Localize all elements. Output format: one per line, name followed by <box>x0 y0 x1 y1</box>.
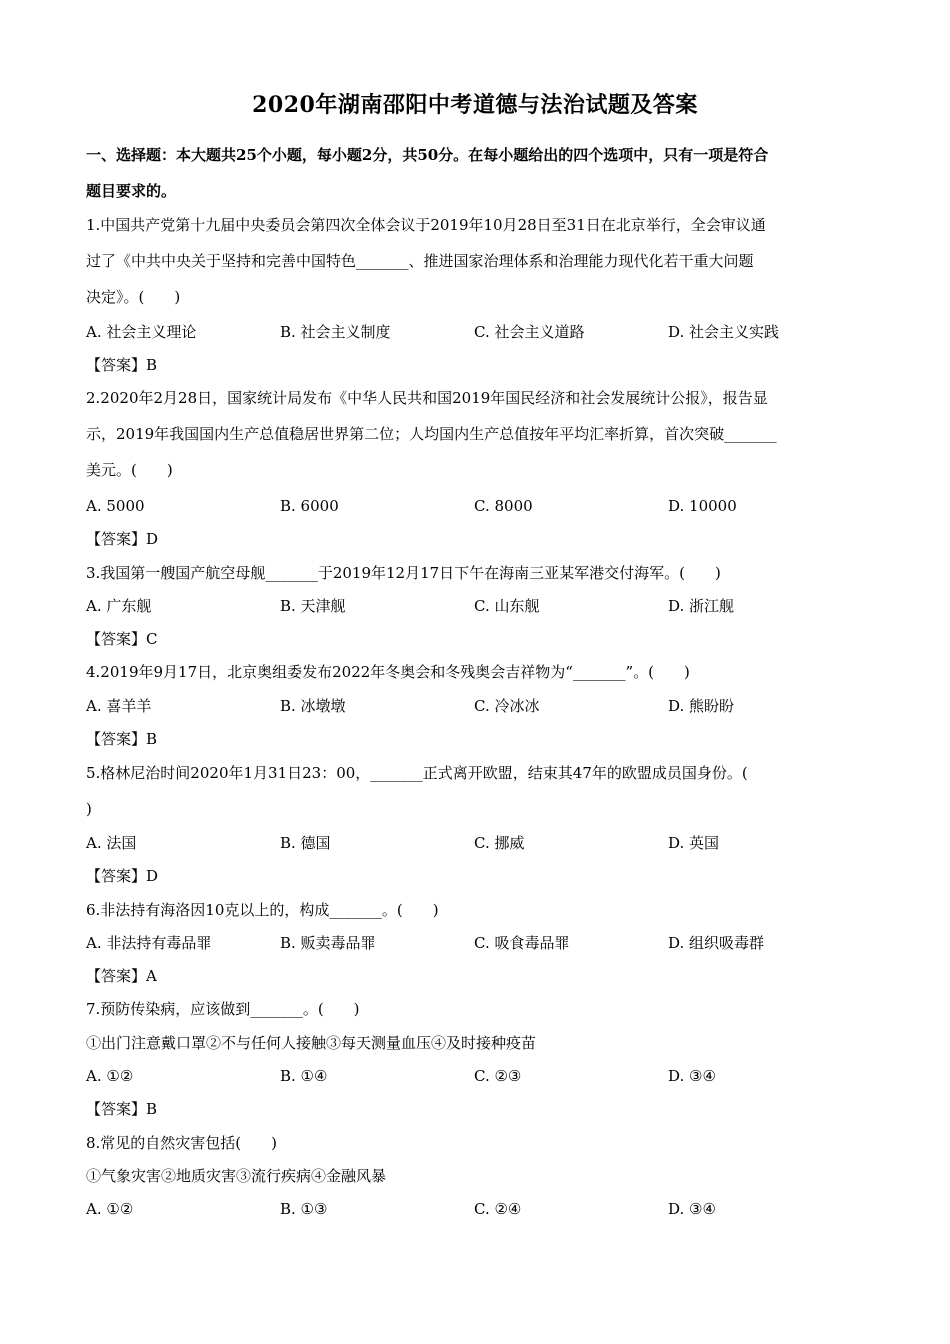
question-6-option-b: B. 贩卖毒品罪 <box>280 934 376 952</box>
question-2-line-1: 2.2020年2月28日，国家统计局发布《中华人民共和国2019年国民经济和社会发展统计公报》，报告显 <box>86 389 768 407</box>
question-5-answer: 【答案】D <box>86 867 159 885</box>
question-4-option-c: C. 冷冰冰 <box>474 697 540 715</box>
question-2-option-b: B. 6000 <box>280 497 339 515</box>
question-2-option-c: C. 8000 <box>474 497 533 515</box>
question-8-option-d: D. ③④ <box>668 1200 716 1218</box>
question-4-option-a: A. 喜羊羊 <box>86 697 152 715</box>
question-7-line-1: 7.预防传染病，应该做到_______。( ) <box>86 1000 360 1018</box>
question-3-option-a: A. 广东舰 <box>86 597 152 615</box>
question-5-line-1: 5.格林尼治时间2020年1月31日23：00，_______正式离开欧盟，结束其47年的欧盟成员国身份。( <box>86 764 748 782</box>
question-5-option-b: B. 德国 <box>280 834 331 852</box>
question-7-option-b: B. ①④ <box>280 1067 328 1085</box>
question-1-option-a: A. 社会主义理论 <box>86 323 197 341</box>
question-8-line-1: 8.常见的自然灾害包括( ) <box>86 1134 278 1152</box>
question-3-answer: 【答案】C <box>86 630 158 648</box>
question-1-line-1: 1.中国共产党第十九届中央委员会第四次全体会议于2019年10月28日至31日在北京举行，全会审议通 <box>86 216 766 234</box>
question-6-line-1: 6.非法持有海洛因10克以上的，构成_______。( ) <box>86 901 439 919</box>
question-7-option-a: A. ①② <box>86 1067 134 1085</box>
question-3-option-c: C. 山东舰 <box>474 597 540 615</box>
question-7-answer: 【答案】B <box>86 1100 158 1118</box>
question-2-option-a: A. 5000 <box>86 497 145 515</box>
question-8-option-a: A. ①② <box>86 1200 134 1218</box>
question-5-option-a: A. 法国 <box>86 834 137 852</box>
question-1-option-d: D. 社会主义实践 <box>668 323 780 341</box>
question-2-line-3: 美元。( ) <box>86 461 173 479</box>
question-4-answer: 【答案】B <box>86 730 158 748</box>
question-3-option-b: B. 天津舰 <box>280 597 346 615</box>
question-7-option-d: D. ③④ <box>668 1067 716 1085</box>
section-heading-line-2: 题目要求的。 <box>86 182 177 200</box>
question-3-option-d: D. 浙江舰 <box>668 597 735 615</box>
question-5-option-c: C. 挪威 <box>474 834 525 852</box>
question-6-option-c: C. 吸食毒品罪 <box>474 934 570 952</box>
question-5-option-d: D. 英国 <box>668 834 720 852</box>
question-4-line-1: 4.2019年9月17日，北京奥组委发布2022年冬奥会和冬残奥会吉祥物为“_______”。( ) <box>86 663 690 681</box>
question-4-option-d: D. 熊盼盼 <box>668 697 735 715</box>
question-7-line-2: ①出门注意戴口罩②不与任何人接触③每天测量血压④及时接种疫苗 <box>86 1034 537 1052</box>
question-4-option-b: B. 冰墩墩 <box>280 697 346 715</box>
question-2-answer: 【答案】D <box>86 530 159 548</box>
question-1-answer: 【答案】B <box>86 356 158 374</box>
question-3-line-1: 3.我国第一艘国产航空母舰_______于2019年12月17日下午在海南三亚某军港交付海军。( ) <box>86 564 721 582</box>
question-1-option-b: B. 社会主义制度 <box>280 323 391 341</box>
question-5-line-2: ) <box>86 800 92 818</box>
question-8-option-b: B. ①③ <box>280 1200 328 1218</box>
question-1-line-2: 过了《中共中央关于坚持和完善中国特色_______、推进国家治理体系和治理能力现代化若干重大问题 <box>86 252 754 270</box>
question-8-line-2: ①气象灾害②地质灾害③流行疾病④金融风暴 <box>86 1167 387 1185</box>
question-6-answer: 【答案】A <box>86 967 157 985</box>
section-heading-line-1: 一、选择题：本大题共25个小题，每小题2分，共50分。在每小题给出的四个选项中，只有一项是符合 <box>86 146 769 164</box>
question-7-option-c: C. ②③ <box>474 1067 522 1085</box>
question-8-option-c: C. ②④ <box>474 1200 522 1218</box>
question-1-line-3: 决定》。( ) <box>86 288 181 306</box>
question-2-line-2: 示，2019年我国国内生产总值稳居世界第二位；人均国内生产总值按年平均汇率折算，首次突破_______ <box>86 425 777 443</box>
question-1-option-c: C. 社会主义道路 <box>474 323 585 341</box>
question-6-option-a: A. 非法持有毒品罪 <box>86 934 212 952</box>
document-title: 2020年湖南邵阳中考道德与法治试题及答案 <box>252 92 698 118</box>
question-2-option-d: D. 10000 <box>668 497 737 515</box>
question-6-option-d: D. 组织吸毒群 <box>668 934 765 952</box>
